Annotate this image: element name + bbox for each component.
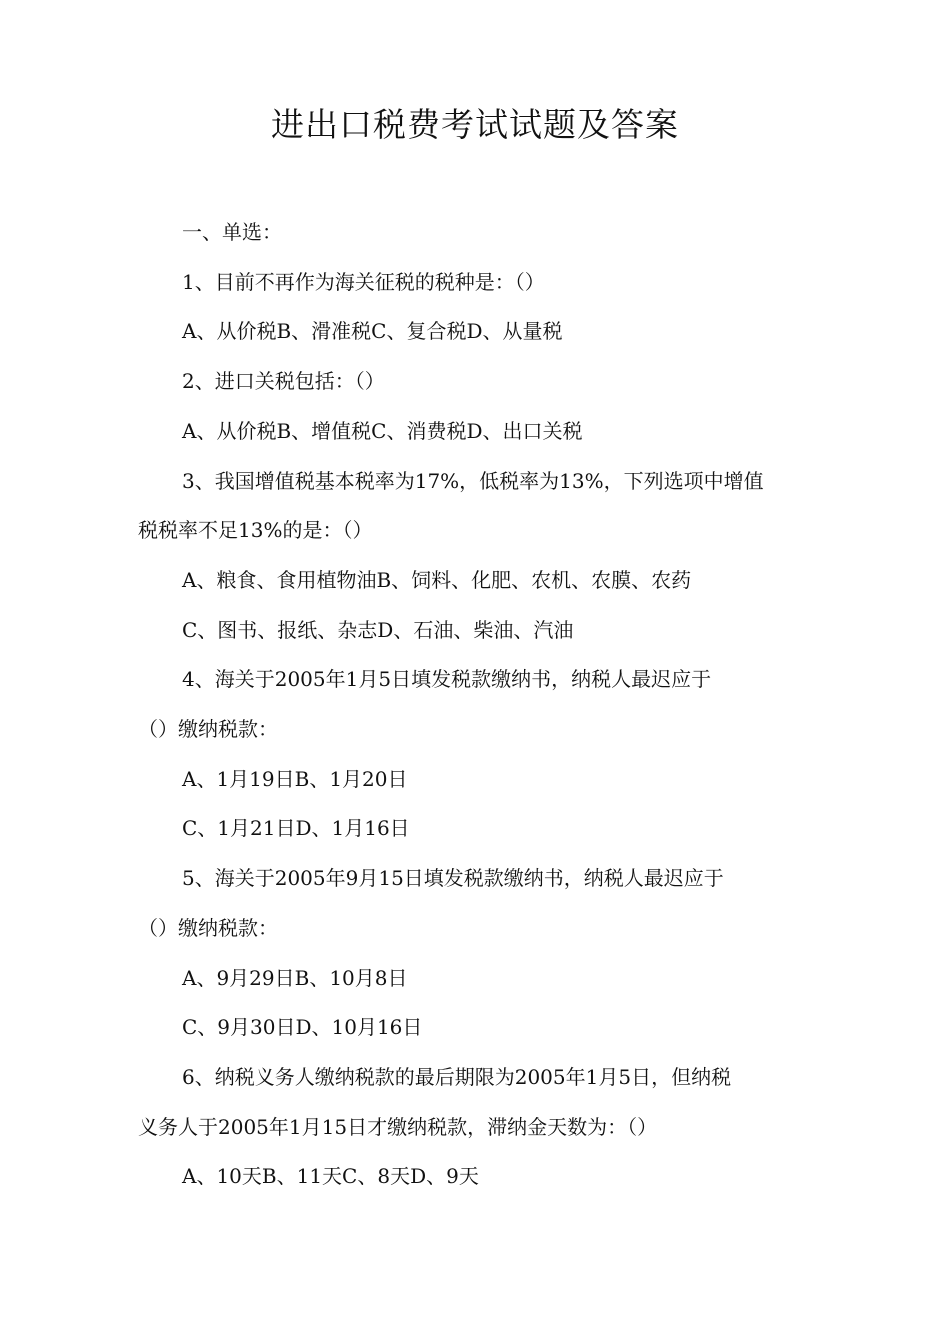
document-line: 2、进口关税包括：（） (182, 369, 385, 394)
document-body (138, 208, 818, 1202)
document-line: A、粮食、食用植物油B、饲料、化肥、农机、农膜、农药 (182, 567, 692, 592)
document-line: 一、单选： (182, 220, 282, 244)
document-line: （）缴纳税款： (138, 915, 278, 940)
document-line: A、1月19日B、1月20日 (182, 766, 408, 791)
document-line: 4、海关于2005年1月5日填发税款缴纳书，纳税人最迟应于 (182, 667, 712, 692)
document-line: A、10天B、11天C、8天D、9天 (182, 1164, 479, 1189)
document-line: 1、目前不再作为海关征税的税种是：（） (182, 269, 545, 294)
document-line: C、9月30日D、10月16日 (182, 1015, 423, 1040)
document-line: A、9月29日B、10月8日 (182, 965, 408, 990)
document-line: A、从价税B、滑准税C、复合税D、从量税 (182, 319, 563, 344)
document-line: 义务人于2005年1月15日才缴纳税款，滞纳金天数为：（） (138, 1114, 658, 1139)
document-line: 3、我国增值税基本税率为17%，低税率为13%，下列选项中增值 (182, 468, 764, 493)
document-title: 进出口税费考试试题及答案 (271, 105, 679, 144)
document-line: （）缴纳税款： (138, 717, 278, 742)
document-line: C、1月21日D、1月16日 (182, 816, 410, 841)
document-line: C、图书、报纸、杂志D、石油、柴油、汽油 (182, 617, 574, 642)
document-line: A、从价税B、增值税C、消费税D、出口关税 (182, 418, 583, 443)
document-line: 税税率不足13%的是：（） (138, 518, 373, 543)
document-line: 5、海关于2005年9月15日填发税款缴纳书，纳税人最迟应于 (182, 866, 724, 891)
document-line: 6、纳税义务人缴纳税款的最后期限为2005年1月5日，但纳税 (182, 1064, 732, 1089)
